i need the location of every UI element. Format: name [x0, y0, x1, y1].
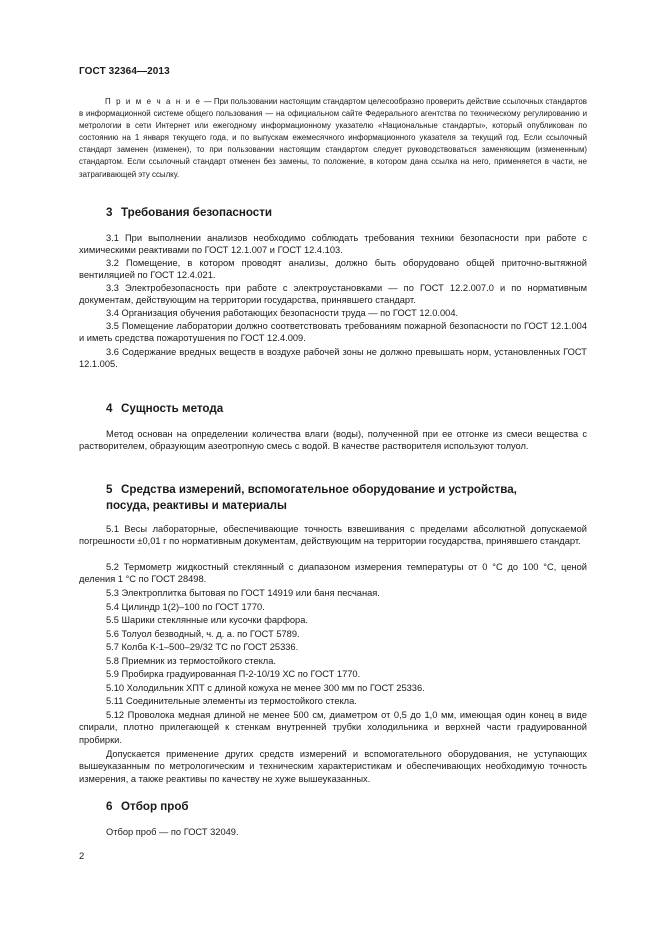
section-5-title-line1: Средства измерений, вспомогательное оборудование и устройства,	[121, 483, 517, 496]
section-5-heading	[79, 482, 611, 514]
section-3-heading	[79, 205, 611, 221]
section-6-text: Отбор проб — по ГОСТ 32049.	[106, 827, 239, 837]
clause-5-7: 5.7 Колба К-1–500–29/32 ТС по ГОСТ 25336.	[106, 642, 299, 652]
page-number: 2	[79, 851, 85, 862]
clause-3-5: 3.5 Помещение лаборатории должно соответствовать требованиям пожарной безопасности по ГОСТ 12.1.004 и иметь средства пожаротушения по ГОСТ 12.4.009.	[79, 321, 587, 344]
clause-5-1: 5.1 Весы лабораторные, обеспечивающие точность взвешивания с пределами абсолютной допускаемой погрешности ±0,01 г по нормативным документам, действующим на территории государства, принявшего стандарт.	[79, 524, 587, 547]
clause-5-2: 5.2 Термометр жидкостный стеклянный с диапазоном измерения температуры от 0 °С до 100 °С, ценой деления 1 °С по ГОСТ 28498.	[79, 562, 587, 585]
clause-3-2: 3.2 Помещение, в котором проводят анализы, должно быть оборудовано общей приточно-вытяжной вентиляцией по ГОСТ 12.4.021.	[79, 258, 587, 281]
clause-5-11: 5.11 Соединительные элементы из термостойкого стекла.	[106, 696, 357, 706]
note-text: — При пользовании настоящим стандартом целесообразно проверить действие ссылочных стандартов в информационной системе общего пользования — на официальном сайте Федерального агентства по техническому регулированию и метрологии в сети Интернет или ежегодному информационному указателю «Национальные стандарты», который опубликован по состоянию на 1 января текущего года, и по выпускам ежемесячного информационного указателя за текущий год. Если ссылочный стандарт заменен (изменен), то при пользовании настоящим стандартом следует руководствоваться заменяющим (измененным) стандартом. Если ссылочный стандарт отменен без замены, то положение, в котором дана ссылка на него, применяется в части, не затрагивающей эту ссылку.	[79, 97, 587, 179]
note-paragraph	[79, 96, 587, 181]
section-4-heading	[79, 401, 611, 417]
clause-3-3: 3.3 Электробезопасность при работе с электроустановками — по ГОСТ 12.2.007.0 и по нормативным документам, действующим на территории государства, принявшего стандарт.	[79, 283, 587, 306]
clause-5-3: 5.3 Электроплитка бытовая по ГОСТ 14919 или баня песчаная.	[106, 588, 380, 598]
clause-3-1: 3.1 При выполнении анализов необходимо соблюдать требования техники безопасности при работе с химическими реактивами по ГОСТ 12.1.007 и ГОСТ 12.4.103.	[79, 233, 587, 256]
section-3-number: 3	[106, 206, 113, 219]
note-label: П р и м е ч а н и е	[105, 97, 202, 106]
clause-5-9: 5.9 Пробирка градуированная П-2-10/19 ХС по ГОСТ 1770.	[106, 669, 361, 679]
section-5-title-line2: посуда, реактивы и материалы	[106, 499, 287, 512]
clause-5-6: 5.6 Толуол безводный, ч. д. а. по ГОСТ 5789.	[106, 629, 300, 639]
section-4-text: Метод основан на определении количества влаги (воды), полученной при ее отгонке из смеси вещества с растворителем, образующим азеотропную смесь с водой. В качестве растворителя используют толуол.	[79, 429, 587, 452]
section-6-title: Отбор проб	[121, 800, 189, 813]
section-6-heading	[79, 799, 611, 815]
clause-5-5: 5.5 Шарики стеклянные или кусочки фарфора.	[106, 615, 308, 625]
standard-code-header: ГОСТ 32364—2013	[79, 66, 170, 77]
section-3-title: Требования безопасности	[121, 206, 273, 219]
section-5-note-paragraph: Допускается применение других средств измерений и вспомогательного оборудования, не уступающих вышеуказанным по метрологическим и техническим характеристикам и обеспечивающих необходимую точность измерения, а также реактивы по качеству не хуже вышеуказанных.	[79, 749, 587, 784]
clause-5-8: 5.8 Приемник из термостойкого стекла.	[106, 656, 276, 666]
section-5-number: 5	[106, 483, 113, 496]
section-6-number: 6	[106, 800, 113, 813]
clause-3-4: 3.4 Организация обучения работающих безопасности труда — по ГОСТ 12.0.004.	[106, 308, 459, 318]
section-4-title: Сущность метода	[121, 402, 224, 415]
clause-5-12: 5.12 Проволока медная длиной не менее 500 см, диаметром от 0,5 до 1,0 мм, имеющая один конец в виде спирали, плотно прилегающей к стенкам внутренней трубки холодильника и верхней части градуированной пробирки.	[79, 710, 587, 745]
clause-5-10: 5.10 Холодильник ХПТ с длиной кожуха не менее 300 мм по ГОСТ 25336.	[106, 683, 425, 693]
clause-5-4: 5.4 Цилиндр 1(2)–100 по ГОСТ 1770.	[106, 602, 265, 612]
clause-3-6: 3.6 Содержание вредных веществ в воздухе рабочей зоны не должно превышать норм, установленных ГОСТ 12.1.005.	[79, 347, 587, 370]
section-4-number: 4	[106, 402, 113, 415]
